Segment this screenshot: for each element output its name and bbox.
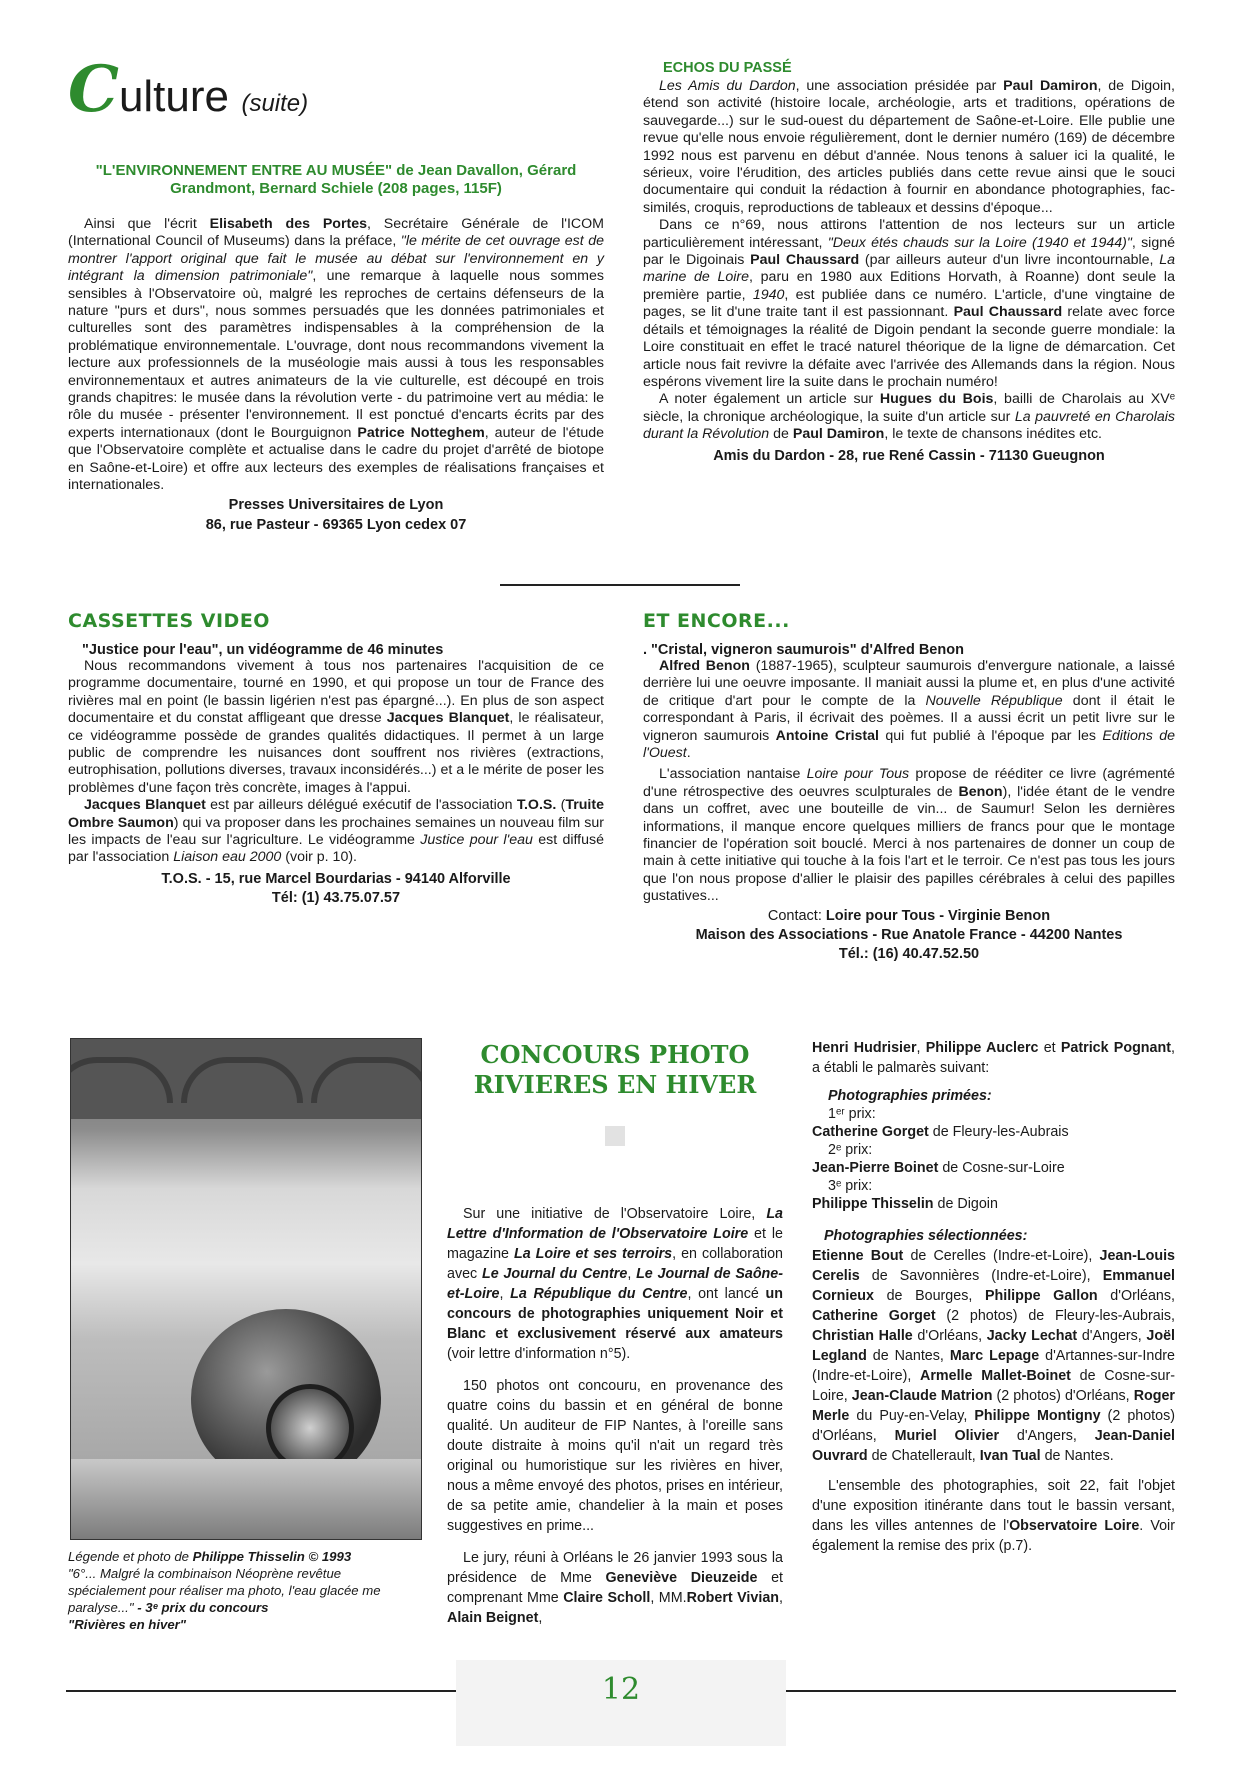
concours-heading: CONCOURS PHOTO RIVIERES EN HIVER [473,1040,757,1099]
paragraph: Alfred Benon (1887-1965), sculpteur saumurois d'envergure nationale, a laissé derrière lui une oeuvre imposante. Il maniait aussi la plume et, en plus d'une activité de critique d'art pour le compte de la Nouvelle République dont il était le correspondant à Paris, il écrivait des poèmes. Il a aussi écrit un petit livre sur le vigneron saumurois Antoine Cristal qui fut publié à l'époque par les Editions de l'Ouest. [643,658,1175,762]
address-line: Presses Universitaires de Lyon [228,496,444,513]
prize-rank: 1ᵉʳ prix: [828,1106,876,1122]
prize-winner: Jean-Pierre Boinet de Cosne-sur-Loire [812,1160,1065,1176]
divider [500,584,740,586]
paragraph: A noter également un article sur Hugues du Bois, bailli de Charolais au XVᵉ siècle, la chronique archéologique, la suite d'un article sur La pauvreté en Charolais durant la Révolution de Paul Damiron, le texte de chansons inédites etc. [643,391,1176,443]
paragraph: Jacques Blanquet est par ailleurs délégué exécutif de l'association T.O.S. (Truite Ombre Saumon) qui va proposer dans les prochaines semaines un nouveau film sur les impacts de l'eau sur l'agriculture. Le vidéogramme Justice pour l'eau est diffusé par l'association Liaison eau 2000 (voir p. 10). [68,797,604,866]
selection-list: Etienne Bout de Cerelles (Indre-et-Loire), Jean-Louis Cerelis de Savonnières (Indre-et-Loire), Emmanuel Cornieux de Bourges, Philippe Gallon d'Orléans, Catherine Gorget (2 photos) de Fleury-les-Aubrais, Christian Halle d'Orléans, Jacky Lechat d'Angers, Joël Legland de Nantes, Marc Lepage d'Artannes-sur-Indre (Indre-et-Loire), Armelle Mallet-Boinet de Cosne-sur-Loire, Jean-Claude Matrion (2 photos) d'Orléans, Roger Merle du Puy-en-Velay, Philippe Montigny (2 photos) d'Orléans, Muriel Olivier d'Angers, Jean-Daniel Ouvrard de Chatellerault, Ivan Tual de Nantes. [812,1248,1176,1464]
section-heading: CASSETTES VIDEO [68,610,270,632]
paragraph: Le jury, réuni à Orléans le 26 janvier 1993 sous la présidence de Mme Geneviève Dieuzeide et comprenant Mme Claire Scholl, MM.Robert Vivian, Alain Beignet, [447,1550,783,1626]
address-line: Amis du Dardon - 28, rue René Cassin - 71130 Gueugnon [713,447,1105,464]
prize-winner: Catherine Gorget de Fleury-les-Aubrais [812,1124,1069,1140]
title-initial: C [68,52,119,127]
title-suite: (suite) [241,90,309,117]
paragraph: 150 photos ont concouru, en provenance des quatre coins du bassin et en général de bonne qualité. Un auditeur de FIP Nantes, à l'oreille sans doute distraite à moins qu'il n'ait un regard très original ou humoristique sur les rivières en hiver, nous a même envoyé des photos, prises en intérieur, de sa petite amie, chandelier à la main et poses suggestives en prime... [447,1378,783,1534]
paragraph: Les Amis du Dardon, une association présidée par Paul Damiron, de Digoin, étend son activité (histoire locale, archéologie, arts et traditions, opérations de sauvegarde...) sur le sud-ouest du département de Saône-et-Loire. Elle publie une revue qu'elle nous envoie régulièrement, dont le dernier numéro (169) de décembre 1992 nous est parvenu en début d'année. Nous tenons à saluer ici la qualité, le sérieux, voire l'érudition, des articles publiés dans cette revue ainsi que le souci documentaire qui conduit la rédaction à fournir en abondance photographies, fac-similés, croquis, reproductions de tableaux et dessins d'époque... [643,78,1175,216]
footer-rule-right [786,1690,1176,1692]
prize-heading: Photographies sélectionnées: [824,1228,1028,1244]
page-number: 12 [601,1672,641,1707]
contact-line: Contact: Loire pour Tous - Virginie Benon [767,907,1051,924]
heading-text: "L'ENVIRONNEMENT ENTRE AU MUSÉE" de Jean Davallon, Gérard Grandmont, Bernard Schiele (208 pages, 115F) [95,162,577,197]
paragraph: Dans ce n°69, nous attirons l'attention de nos lecteurs sur un article particulièrement intéressant, "Deux étés chauds sur la Loire (1940 et 1944)", signé par le Digoinais Paul Chaussard (par ailleurs auteur d'un livre incontournable, La marine de Loire, paru en 1980 aux Editions Horvath, à Roanne) dont seule la première partie, 1940, est publiée dans ce numéro. L'article, d'une vingtaine de pages, se lit d'une traite tant il est passionnant. Paul Chaussard relate avec force détails et témoignages la réalité de Digoin pendant la seconde guerre mondiale: la Loire constituait en effet le tracé naturel théorique de la ligne de démarcation. Cet article nous fait revivre la défaite avec l'arrivée des Allemands dans la région. Nous espérons vivement lire la suite dans le prochain numéro! [643,217,1176,390]
footer-rule-left [66,1690,456,1692]
address-line: T.O.S. - 15, rue Marcel Bourdarias - 94140 Alforville [161,870,511,887]
caption-contest: "Rivières en hiver" [68,1617,187,1632]
caption-credit: Légende et photo de Philippe Thisselin © 1993 [68,1549,352,1564]
prize-heading: Photographies primées: [828,1088,992,1104]
paragraph: Nous recommandons vivement à tous nos partenaires l'acquisition de ce programme documentaire, tourné en 1990, et qui propose un tour de France des rivières mal en point (le bassin ligérien n'est pas épargné...). En plus de son aspect documentaire et du constat affligeant que dresse Jacques Blanquet, le réalisateur, ce vidéogramme possède de grandes qualités didactiques. Il permet à un large public de comprendre les nuisances dont souffrent nos rivières (extractions, eutrophisation, pollutions diverses, travaux inconsidérés...) et a le mérite de poser les problèmes d'une façon très concrète, images à l'appui. [68,658,604,796]
page-number-box [456,1660,786,1746]
article-environnement [68,162,604,533]
article-echos [643,60,1175,464]
prize-rank: 2ᵉ prix: [828,1142,873,1158]
address-line: Tél: (1) 43.75.07.57 [271,889,401,906]
address-line: Tél.: (16) 40.47.52.50 [838,945,980,962]
prize-winner: Philippe Thisselin de Digoin [812,1196,998,1212]
paragraph: Ainsi que l'écrit Elisabeth des Portes, Secrétaire Générale de l'ICOM (International Council of Museums) dans la préface, "le mérite de cet ouvrage est de montrer l'apport original que fait le musée au débat sur l'environnement en y intégrant la dimension patrimoniale", une remarque à laquelle nous sommes sensibles à l'Observatoire où, malgré les reproches de certains défenseurs de la nature "purs et durs", nous sommes persuadés que les données patrimoniales et culturelles sont des paramètres indispensables à la compréhension de la problématique environnementale. L'ouvrage, dont nous recommandons vivement la lecture aux professionnels de la muséologie mais aussi à tous les responsables environnementaux et autres animateurs de la vie culturelle, est découpé en trois grands chapitres: le musée dans la révolution verte - du patrimoine vert au média: le rôle du musée - présenter l'environnement. Il est ponctué d'encarts écrits par des experts internationaux (dont le Bourguignon Patrice Notteghem, auteur de l'étude que l'Observatoire complète et actualise dans le cadre du projet d'arrêté de biotope en Saône-et-Loire) et offre aux lecteurs des exemples de réalisations françaises et internationales. [68,216,604,494]
address-line: 86, rue Pasteur - 69365 Lyon cedex 07 [205,516,467,533]
paragraph: Sur une initiative de l'Observatoire Loire, La Lettre d'Information de l'Observatoire Loire et le magazine La Loire et ses terroirs, en collaboration avec Le Journal du Centre, Le Journal de Saône-et-Loire, La République du Centre, ont lancé un concours de photographies uniquement Noir et Blanc et exclusivement réservé aux amateurs (voir lettre d'information n°5). [447,1206,784,1362]
section-heading: ET ENCORE... [643,610,790,632]
article-palmares [812,1038,1175,1556]
section-title [68,52,488,132]
article-encore [643,610,1175,962]
article-subheading: . "Cristal, vigneron saumurois" d'Alfred Benon [643,642,964,658]
diver-photo [70,1038,422,1540]
prize-rank: 3ᵉ prix: [828,1178,873,1194]
paragraph: L'association nantaise Loire pour Tous propose de rééditer ce livre (agrémenté d'une rétrospective des oeuvres sculpturales de Benon), l'idée étant de le vendre dans un coffret, avec une bouteille de vin... de Saumur! Selon les dernières informations, il manque encore quelques milliers de francs pour que le montage financier de l'opération soit bouclé. Merci à nos partenaires de donner un coup de main à cette initiative qui touche à la fois l'art et le terroir. Ce n'est pas tous les jours que l'on nous propose d'allier le plaisir des papilles cérébrales à celui des papilles gustatives... [643,766,1175,905]
article-cassettes [68,610,604,906]
paragraph: L'ensemble des photographies, soit 22, fait l'objet d'une exposition itinérante dans tout le bassin versant, dans les villes antennes de l'Observatoire Loire. Voir également la remise des prix (p.7). [812,1478,1175,1554]
article-concours [447,1040,783,1628]
photo-caption [68,1548,418,1633]
article-heading [68,162,604,198]
article-subheading: "Justice pour l'eau", un vidéogramme de 46 minutes [82,642,444,658]
title-text: ulture [118,72,230,121]
paragraph: Henri Hudrisier, Philippe Auclerc et Patrick Pognant, a établi le palmarès suivant: [812,1040,1175,1076]
decorative-square [605,1126,625,1146]
address-line: Maison des Associations - Rue Anatole France - 44200 Nantes [695,926,1123,943]
water-shape [71,1459,421,1539]
article-heading: ECHOS DU PASSÉ [663,60,792,76]
caption-text: "6°... Malgré la combinaison Néoprène revêtue spécialement pour réaliser ma photo, l'eau glacée me paralyse..." - 3ᵉ prix du concours [68,1566,381,1615]
